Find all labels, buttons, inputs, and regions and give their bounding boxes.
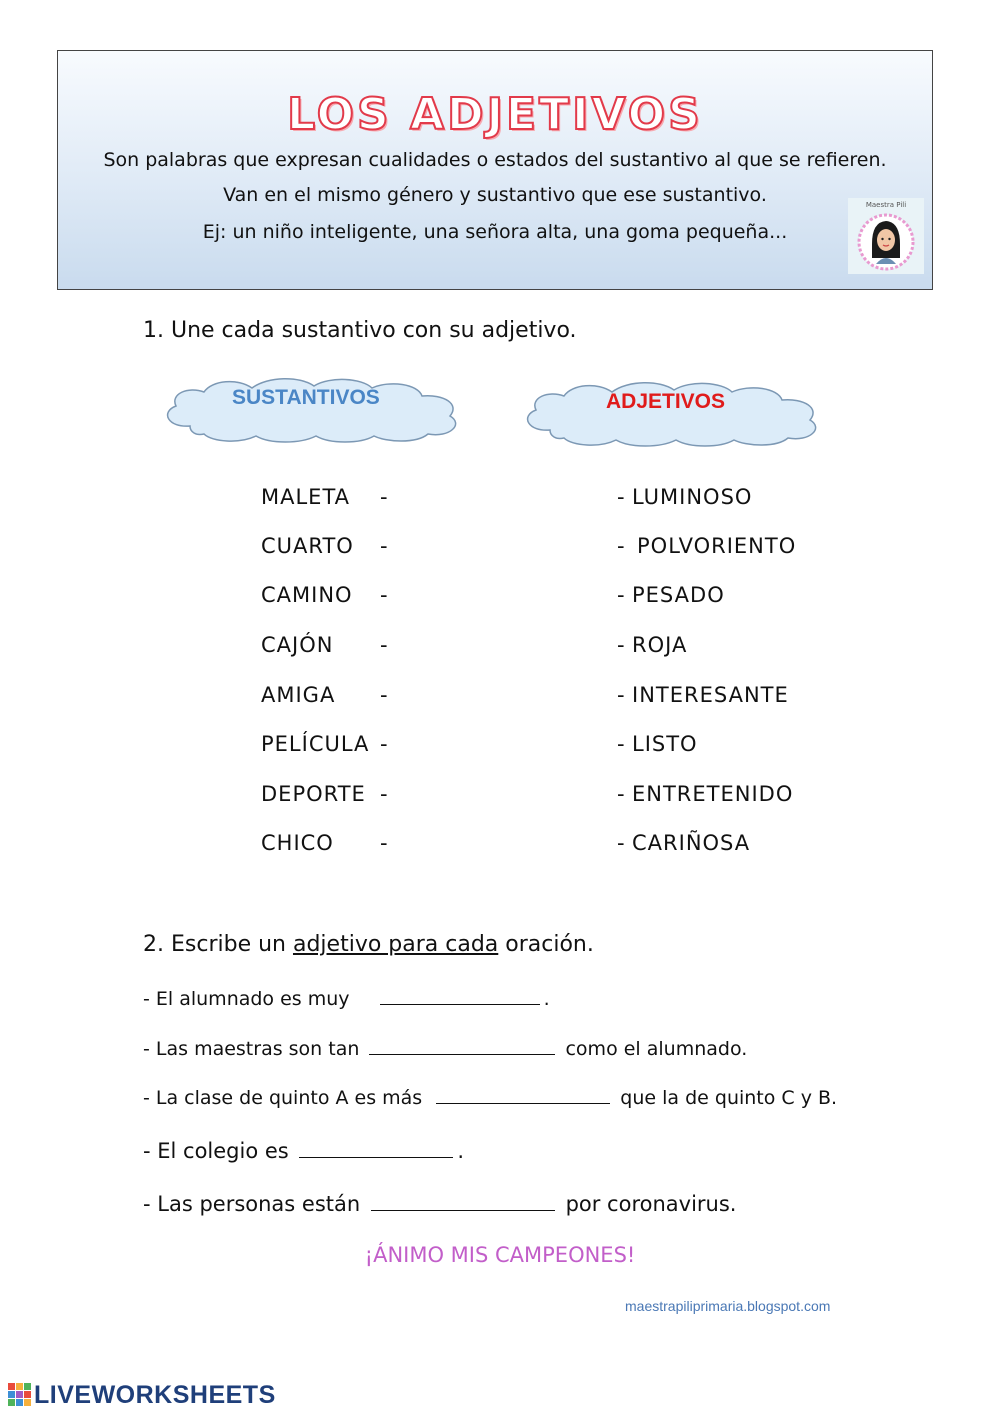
sentence-1 (143, 988, 550, 1010)
answer-blank-4[interactable] (299, 1156, 453, 1158)
blog-url[interactable]: maestrapiliprimaria.blogspot.com (625, 1298, 831, 1314)
sustantivos-heading: SUSTANTIVOS (232, 386, 380, 409)
adjective-item: LISTO (632, 732, 698, 756)
sentence-2-end: como el alumnado. (565, 1038, 748, 1060)
noun-item: CUARTO (261, 534, 354, 558)
answer-blank-1[interactable] (380, 1003, 540, 1005)
worksheet-title: LOS ADJETIVOS (287, 89, 703, 140)
noun-item: AMIGA (261, 683, 336, 707)
noun-item: PELÍCULA (261, 732, 370, 756)
exercise-2-title (143, 932, 594, 957)
answer-blank-5[interactable] (371, 1209, 555, 1211)
sentence-2-start: - Las maestras son tan (143, 1038, 360, 1060)
noun-match-point[interactable]: - (380, 683, 388, 707)
sentence-5-start: - Las personas están (143, 1192, 361, 1216)
sentence-5-end: por coronavirus. (565, 1192, 737, 1216)
answer-blank-3[interactable] (436, 1102, 610, 1104)
liveworksheets-grid-icon (8, 1383, 32, 1407)
sentence-4-end: . (457, 1139, 465, 1163)
noun-item: CHICO (261, 831, 334, 855)
adjective-match-point[interactable]: - (617, 583, 625, 607)
adjective-match-point[interactable]: - (617, 683, 625, 707)
sentence-3-end: que la de quinto C y B. (620, 1087, 838, 1109)
definition-line-1: Son palabras que expresan cualidades o estados del sustantivo al que se refieren. (103, 149, 887, 171)
exercise-2-title-prefix: 2. Escribe un (143, 932, 286, 957)
exercise-2-title-underlined: adjetivo para cada (292, 932, 499, 957)
teacher-avatar (848, 198, 924, 274)
definition-line-2: Van en el mismo género y sustantivo que ese sustantivo. (223, 184, 767, 206)
noun-item: CAJÓN (261, 633, 334, 657)
adjective-item: INTERESANTE (632, 683, 789, 707)
exercise-1-title: 1. Une cada sustantivo con su adjetivo. (143, 318, 577, 343)
answer-blank-2[interactable] (369, 1053, 555, 1055)
adjective-item: CARIÑOSA (632, 831, 751, 855)
sentence-1-start: - El alumnado es muy (143, 988, 350, 1010)
definition-line-3: Ej: un niño inteligente, una señora alta, una goma pequeña... (202, 221, 788, 243)
noun-match-point[interactable]: - (380, 732, 388, 756)
adjective-item: LUMINOSO (632, 485, 753, 509)
noun-item: DEPORTE (261, 782, 366, 806)
noun-match-point[interactable]: - (380, 633, 388, 657)
sentence-4 (143, 1139, 464, 1163)
adjective-match-point[interactable]: - (617, 633, 625, 657)
avatar-label: Maestra Pili (865, 201, 907, 209)
brand-name: LIVEWORKSHEETS (34, 1380, 276, 1409)
noun-item: CAMINO (261, 583, 353, 607)
noun-item: MALETA (261, 485, 351, 509)
noun-match-point[interactable]: - (380, 782, 388, 806)
adjective-item: POLVORIENTO (637, 534, 797, 558)
noun-match-point[interactable]: - (380, 534, 388, 558)
adjective-item: ENTRETENIDO (632, 782, 794, 806)
adjective-match-point[interactable]: - (617, 534, 625, 558)
exercise-2-title-suffix: oración. (505, 932, 594, 957)
sentence-2 (143, 1038, 747, 1060)
adjective-item: PESADO (632, 583, 725, 607)
adjetivos-heading: ADJETIVOS (606, 390, 726, 413)
noun-match-point[interactable]: - (380, 485, 388, 509)
adjective-match-point[interactable]: - (617, 782, 625, 806)
adjective-match-point[interactable]: - (617, 485, 625, 509)
sentence-3 (143, 1087, 837, 1109)
header-box (57, 50, 933, 290)
sentence-1-end: . (543, 988, 550, 1010)
noun-match-point[interactable]: - (380, 831, 388, 855)
adjective-match-point[interactable]: - (617, 831, 625, 855)
sentence-4-start: - El colegio es (143, 1139, 289, 1163)
sentence-3-start: - La clase de quinto A es más (143, 1087, 423, 1109)
sentence-5 (143, 1192, 736, 1216)
adjective-match-point[interactable]: - (617, 732, 625, 756)
noun-match-point[interactable]: - (380, 583, 388, 607)
liveworksheets-logo[interactable] (8, 1381, 276, 1409)
adjective-item: ROJA (632, 633, 688, 657)
cheer-message: ¡ÁNIMO MIS CAMPEONES! (364, 1243, 636, 1267)
